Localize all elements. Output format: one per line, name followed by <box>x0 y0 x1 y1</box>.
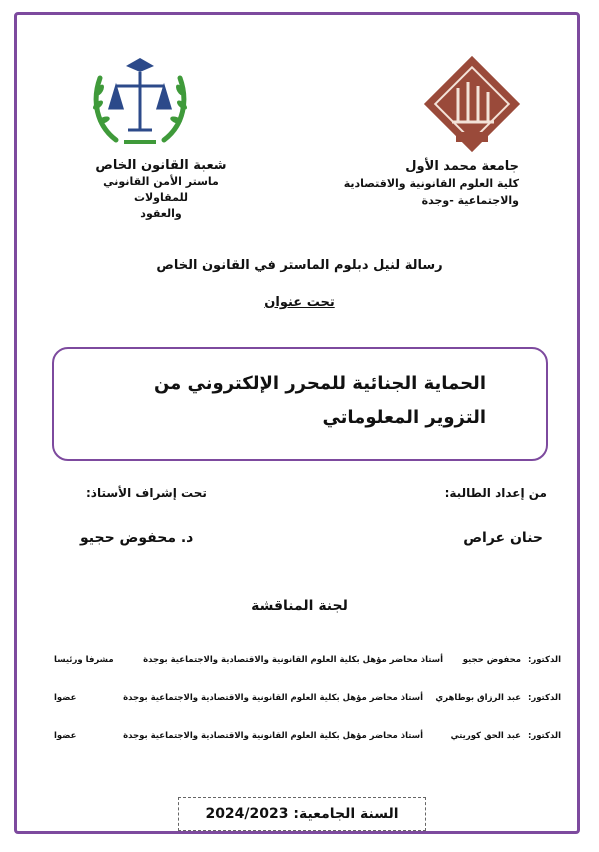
faculty-line-2: والاجتماعية -وجدة <box>421 194 519 207</box>
student-label: من إعداد الطالبة: <box>444 486 547 500</box>
committee-title: لجنة المناقشة <box>251 598 348 614</box>
member-title: الدكتور: <box>527 731 561 741</box>
member-role: عضوا <box>54 693 77 703</box>
member-name: عبد الحق كوريتي <box>450 731 521 741</box>
supervisor-label: تحت إشراف الأستاذ: <box>86 486 207 500</box>
title-box <box>52 347 548 461</box>
thesis-title: الحماية الجنائية للمحرر الإلكتروني من التزوير المعلوماتي <box>153 373 486 428</box>
committee-row <box>44 731 561 749</box>
member-title: الدكتور: <box>527 655 561 665</box>
master-line-2: والعقود <box>140 207 182 220</box>
member-name: عبد الرزاق بوطاهري <box>435 693 521 703</box>
university-block <box>319 158 519 209</box>
faculty-line-1: كلية العلوم القانونية والاقتصادية <box>343 177 519 190</box>
university-name: جامعة محمد الأول <box>405 159 519 174</box>
association-name: شعبة القانون الخاص <box>95 158 227 173</box>
member-role: عضوا <box>54 731 77 741</box>
association-block <box>76 158 246 222</box>
member-position: أستاذ محاضر مؤهل بكلية العلوم القانونية والاقتصادية والاجتماعية بوجدة <box>123 731 423 741</box>
academic-year: السنة الجامعية: 2024/2023 <box>178 797 426 831</box>
master-line-1: ماستر الأمن القانوني للمقاولات <box>103 175 219 204</box>
student-name: حنان عراص <box>463 530 543 546</box>
member-name: محفوض حجيو <box>462 655 521 665</box>
member-position: أستاذ محاضر مؤهل بكلية العلوم القانونية والاقتصادية والاجتماعية بوجدة <box>123 693 423 703</box>
member-position: أستاذ محاضر مؤهل بكلية العلوم القانونية والاقتصادية والاجتماعية بوجدة <box>143 655 443 665</box>
member-title: الدكتور: <box>527 693 561 703</box>
member-role: مشرفا ورئيسا <box>54 655 114 665</box>
under-title-label: تحت عنوان <box>264 295 335 310</box>
scales-laurel-logo <box>86 50 194 154</box>
thesis-line: رسالة لنيل دبلوم الماستر في القانون الخاص <box>156 258 443 273</box>
supervisor-name: د. محفوض حجيو <box>80 530 194 546</box>
committee-row <box>44 655 561 673</box>
committee-row <box>44 693 561 711</box>
university-emblem-logo <box>418 52 526 156</box>
